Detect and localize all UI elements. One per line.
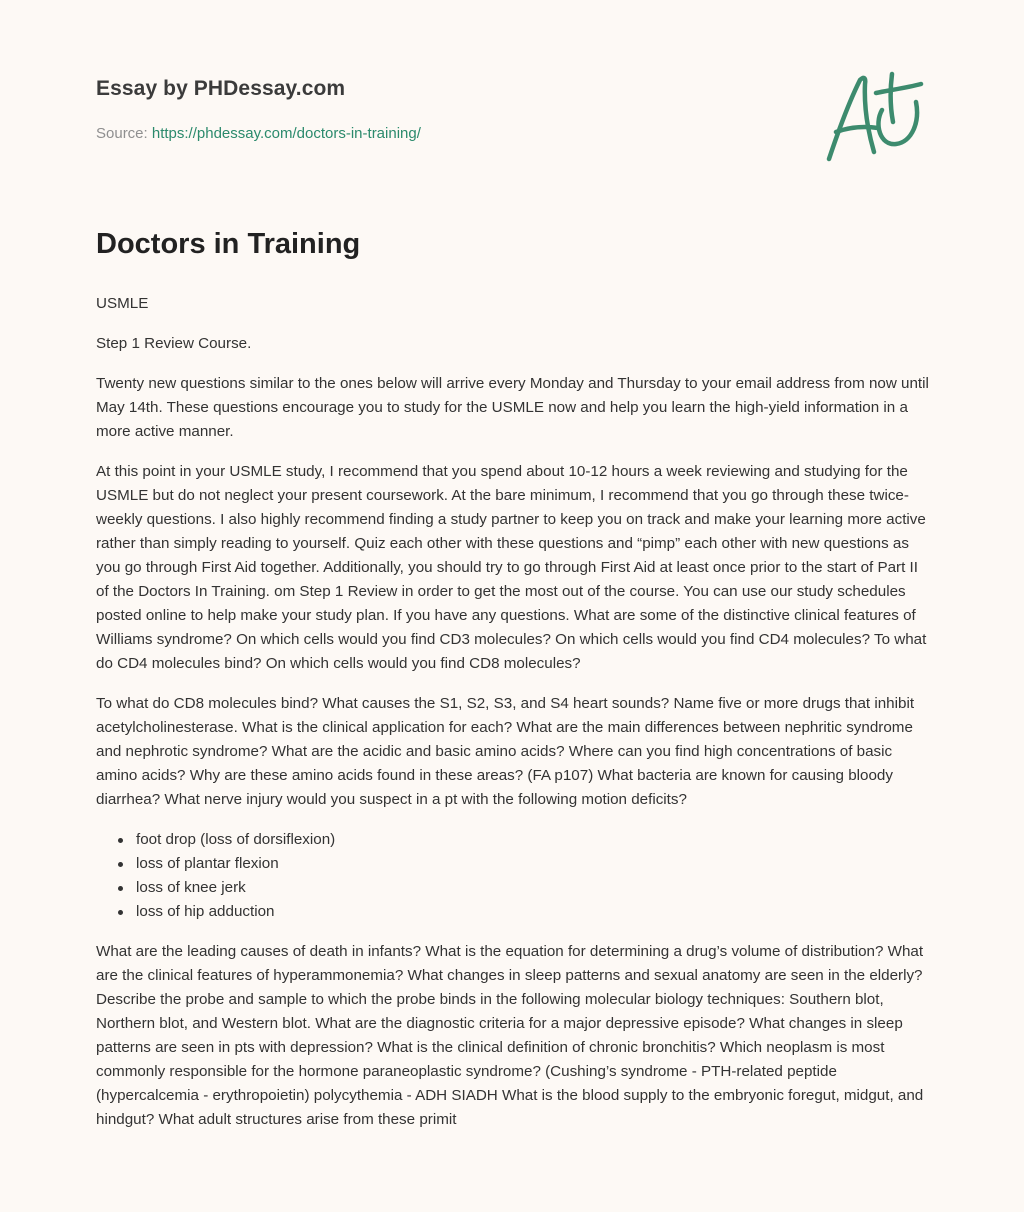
page-title: Doctors in Training (96, 228, 361, 260)
paragraph: To what do CD8 molecules bind? What causes the S1, S2, S3, and S4 heart sounds? Name five or more drugs that inhibit acetylcholinesterase. What is the clinical application for each? What are the main differences between nephritic syndrome and nephrotic syndrome? What are the acidic and basic amino acids? Where can you find high concentrations of basic amino acids? Why are these amino acids found in these areas? (FA p107) What bacteria are known for causing bloody diarrhea? What nerve injury would you suspect in a pt with the following motion deficits? (96, 695, 915, 808)
list-item: loss of knee jerk (116, 876, 930, 900)
list-item: loss of plantar flexion (116, 852, 930, 876)
list-item: loss of hip adduction (116, 900, 930, 924)
paragraph: Twenty new questions similar to the ones below will arrive every Monday and Thursday to your email address from now until May 14th. These questions encourage you to study for the USMLE now and help you learn the high-yield information in a more active manner. (96, 375, 929, 440)
paragraph: At this point in your USMLE study, I recommend that you spend about 10-12 hours a week reviewing and studying for the USMLE but do not neglect your present coursework. At the bare minimum, I recommend that you go through these twice-weekly questions. I also highly recommend finding a study partner to keep you on track and make your learning more active rather than simply reading to yourself. Quiz each other with these questions and “pimp” each other with new questions as you go through First Aid together. Additionally, you should try to go through First Aid at least once prior to the start of Part II of the Doctors In Training. om Step 1 Review in order to get the most out of the course. You can use our study schedules posted online to help make your study plan. If you have any questions. What are some of the distinctive clinical features of Williams syndrome? On which cells would you find CD3 molecules? On which cells would you find CD4 molecules? To what do CD4 molecules bind? On which cells would you find CD8 molecules? (96, 463, 927, 672)
source-label: Source: (96, 125, 152, 142)
page-header (96, 74, 796, 144)
a-plus-logo-icon (820, 66, 930, 166)
list-item: foot drop (loss of dorsiflexion) (116, 828, 930, 852)
paragraph: Step 1 Review Course. (96, 335, 252, 352)
deficit-list (96, 828, 930, 924)
source-line (96, 124, 796, 144)
brand-title: Essay by PHDessay.com (96, 77, 346, 100)
paragraph: USMLE (96, 295, 149, 312)
paragraph: What are the leading causes of death in infants? What is the equation for determining a drug’s volume of distribution? What are the clinical features of hyperammonemia? What changes in sleep patterns and sexual anatomy are seen in the elderly? Describe the probe and sample to which the probe binds in the following molecular biology techniques: Southern blot, Northern blot, and Western blot. What are the diagnostic criteria for a major depressive episode? What changes in sleep patterns are seen in pts with depression? What is the clinical definition of chronic bronchitis? Which neoplasm is most commonly responsible for the hormone paraneoplastic syndrome? (Cushing’s syndrome - PTH-related peptide (hypercalcemia - erythropoietin) polycythemia - ADH SIADH What is the blood supply to the embryonic foregut, midgut, and hindgut? What adult structures arise from these primit (96, 943, 924, 1128)
essay-content (96, 224, 930, 1148)
source-link[interactable]: https://phdessay.com/doctors-in-training/ (151, 125, 421, 142)
